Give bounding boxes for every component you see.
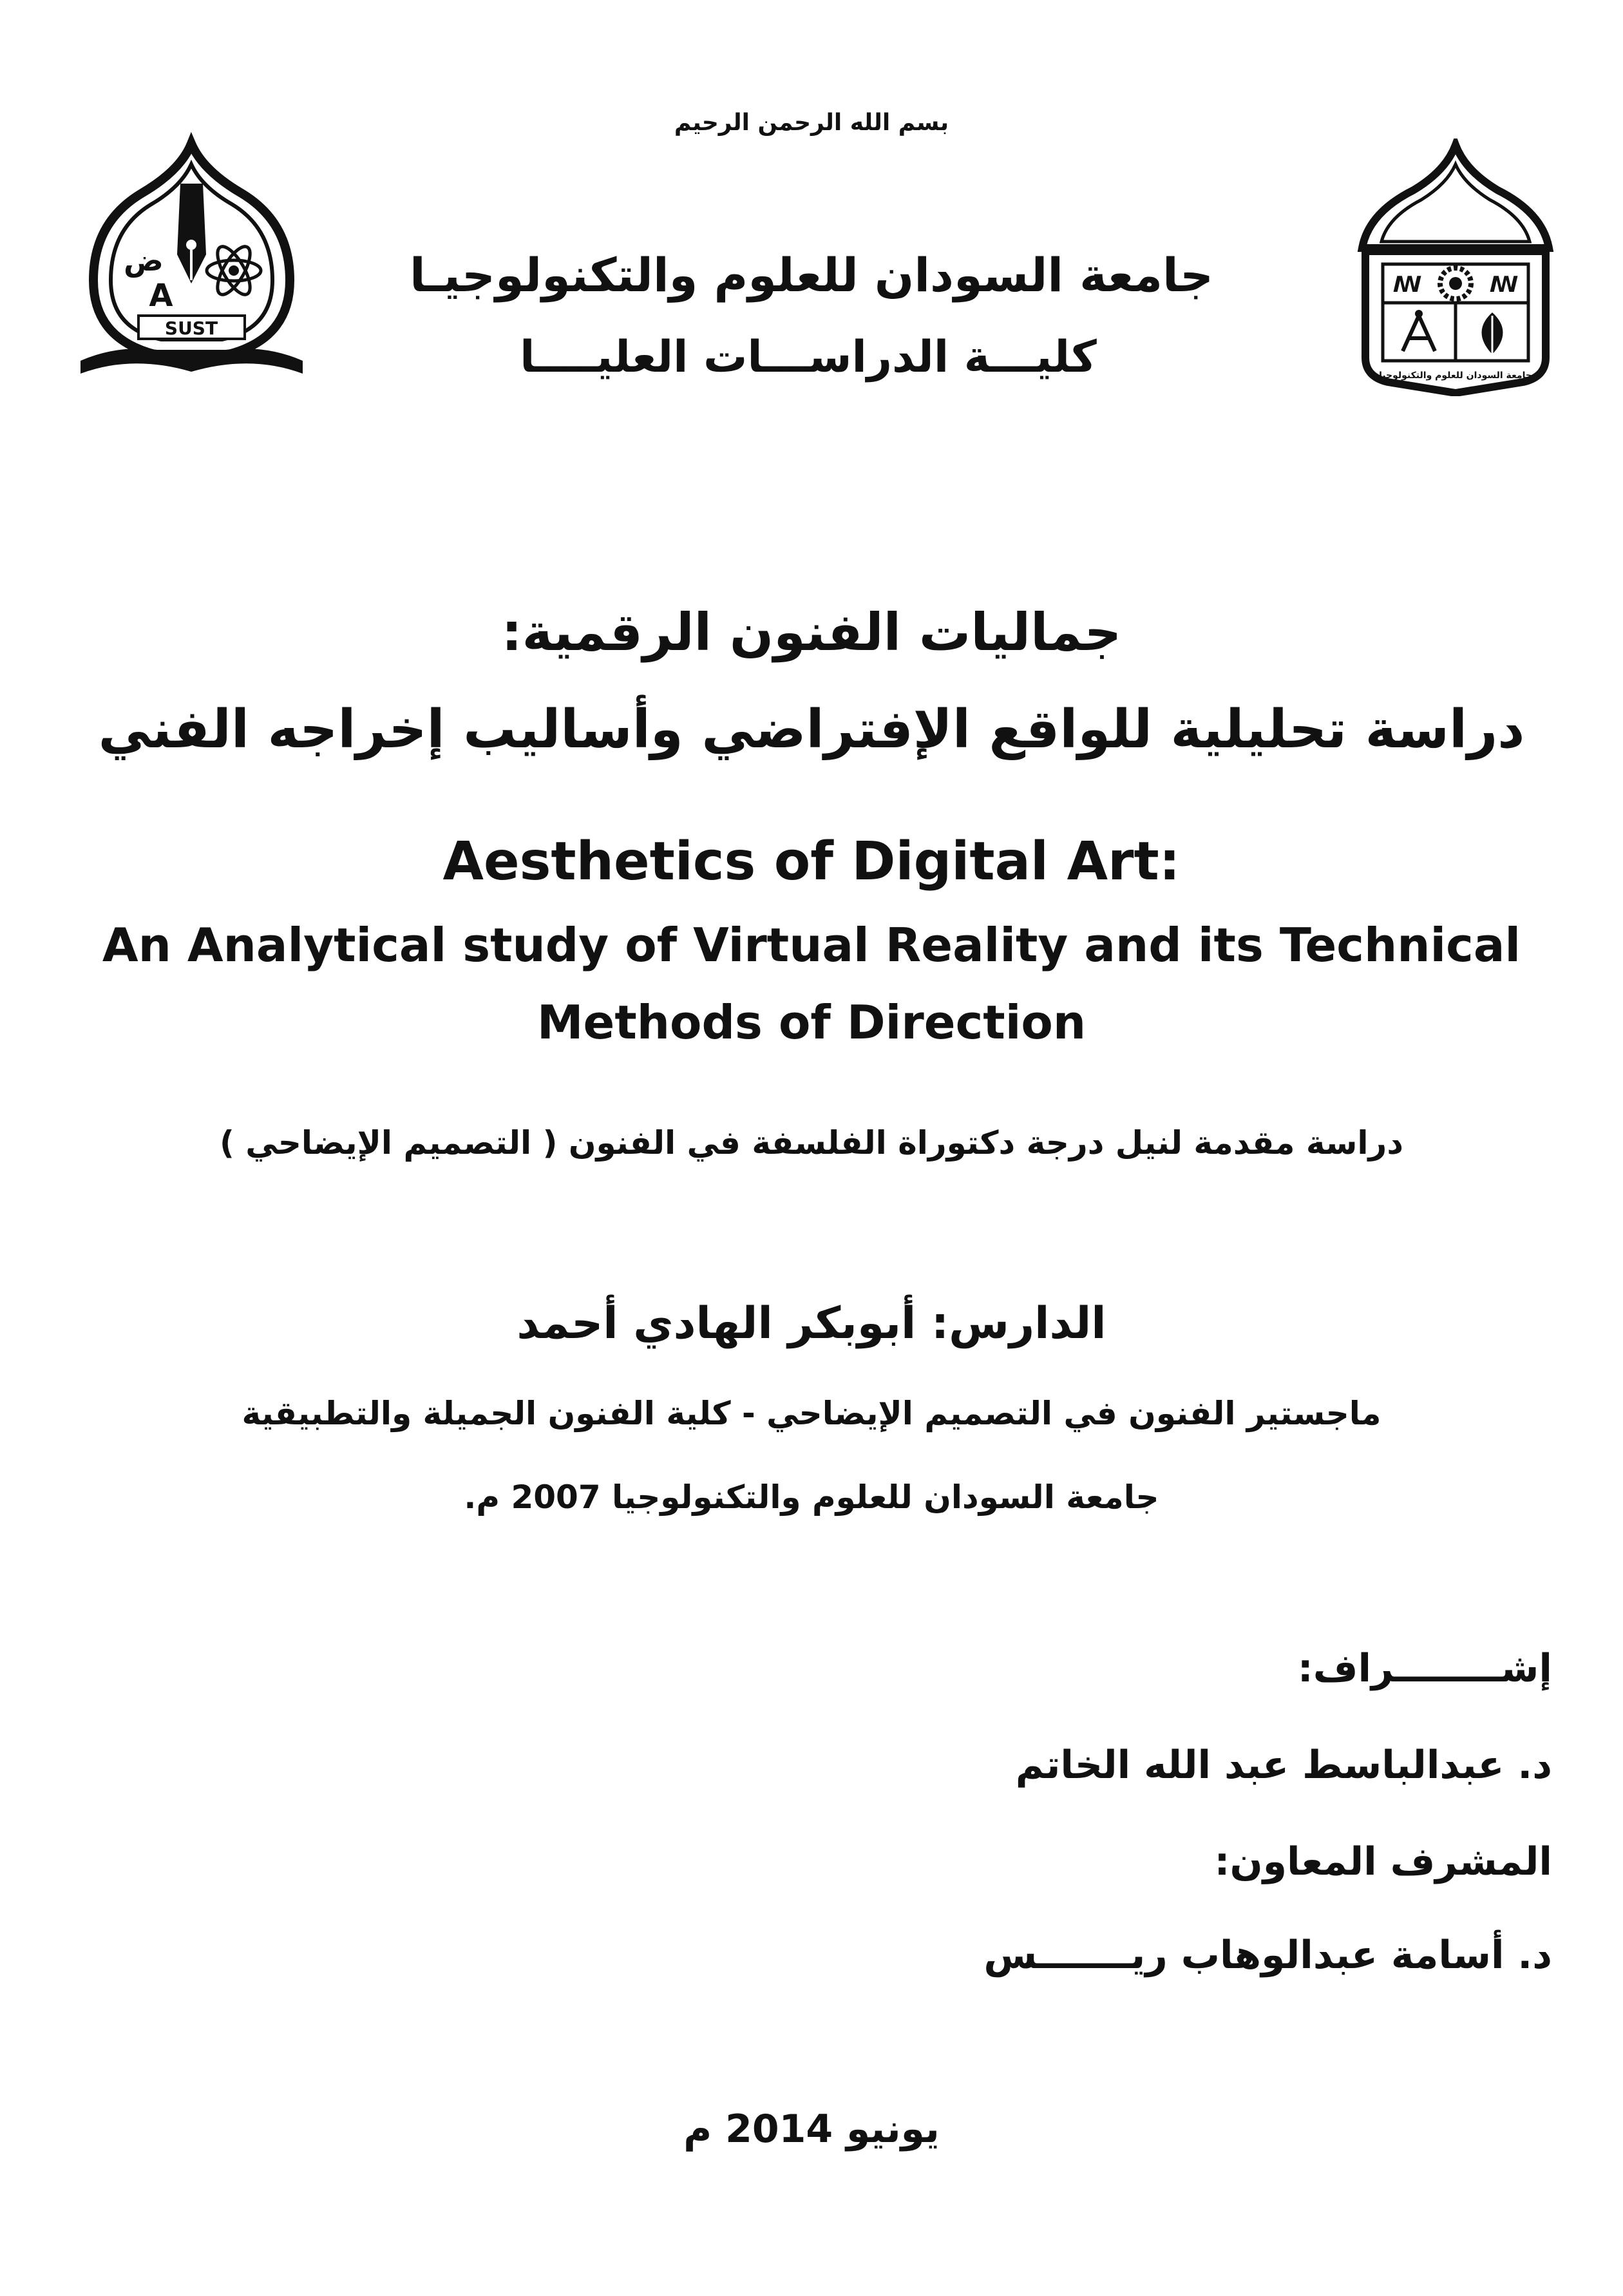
university-name: جامعة السودان للعلوم والتكنولوجيـا (410, 248, 1213, 302)
svg-text:ꟿ: ꟿ (1489, 272, 1519, 298)
university-crest-icon (1336, 139, 1575, 396)
logo-left-text: SUST (164, 318, 218, 339)
degree-statement: دراسة مقدمة لنيل درجة دكتوراة الفلسفة في الفنون ( التصميم الإيضاحي ) (219, 1124, 1403, 1162)
co-supervisor-label: المشرف المعاون: (1214, 1839, 1552, 1884)
basmala: بسم الله الرحمن الرحيم (674, 110, 949, 136)
arabic-title-line-1: جماليات الفنون الرقمية: (501, 602, 1122, 662)
svg-text:ض: ض (124, 243, 164, 278)
submission-date: يونيو 2014 م (683, 2107, 940, 2152)
logo-right-text: جامعة السودان للعلوم والتكنولوجيا (1379, 370, 1532, 381)
svg-text:A: A (149, 278, 173, 314)
svg-text:ꟿ: ꟿ (1392, 272, 1422, 298)
supervisor-name: د. عبدالباسط عبد الله الخاتم (1015, 1743, 1552, 1788)
supervision-label: إشــــــــراف: (1297, 1646, 1552, 1691)
english-title-line-2: An Analytical study of Virtual Reality and its Technical (102, 918, 1521, 972)
student-degree-line-2: جامعة السودان للعلوم والتكنولوجيا 2007 م. (464, 1478, 1159, 1516)
student-degree-line-1: ماجستير الفنون في التصميم الإيضاحي - كلية الفنون الجميلة والتطبيقية (242, 1395, 1381, 1432)
university-logo-left (68, 132, 316, 390)
student-name: الدارس: أبوبكر الهادي أحمد (517, 1298, 1106, 1349)
university-logo-right (1336, 139, 1575, 396)
english-title-line-1: Aesthetics of Digital Art: (442, 831, 1181, 892)
arabic-title-line-2: دراسة تحليلية للواقع الإفتراضي وأساليب إخراجه الفني (98, 699, 1525, 760)
english-title-line-3: Methods of Direction (536, 995, 1087, 1049)
college-name: كليـــة الدراســـات العليــــا (520, 332, 1097, 383)
co-supervisor-name: د. أسامة عبدالوهاب ريـــــــس (983, 1933, 1552, 1978)
university-emblem-icon (68, 132, 316, 390)
